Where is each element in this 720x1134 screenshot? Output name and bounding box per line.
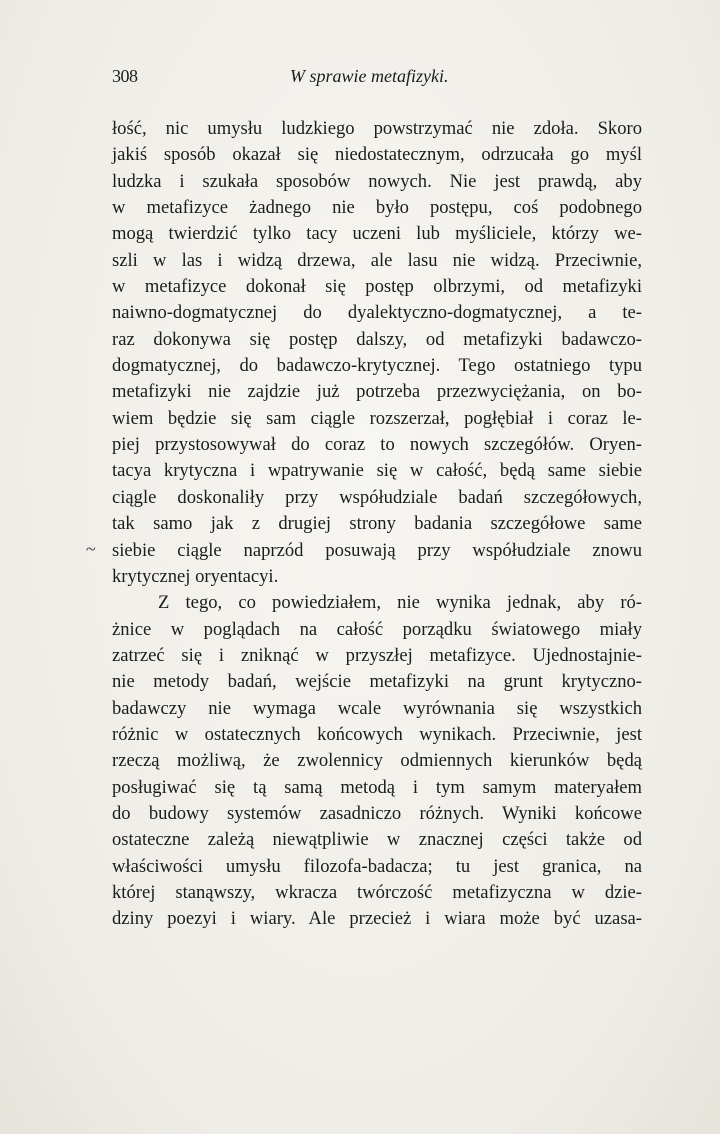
text-line: szli w las i widzą drzewa, ale lasu nie widzą. Przeciwnie,	[112, 249, 642, 271]
page-number: 308	[112, 66, 138, 86]
body-text	[112, 116, 642, 933]
text-line: posługiwać się tą samą metodą i tym samym materyałem	[112, 776, 642, 798]
text-line: raz dokonywa się postęp dalszy, od metafizyki badawczo-	[112, 328, 642, 350]
text-line: jakiś sposób okazał się niedostatecznym, odrzucała go myśl	[112, 144, 642, 166]
text-line: łość, nic umysłu ludzkiego powstrzymać nie zdoła. Skoro	[112, 118, 642, 139]
text-line: naiwno-dogmatycznej do dyalektyczno-dogmatycznej, a te-	[112, 302, 642, 324]
text-line: nie metody badań, wejście metafizyki na grunt krytyczno-	[112, 671, 642, 693]
text-line: ciągle doskonaliły przy współudziale badań szczegółowych,	[112, 486, 642, 508]
paragraph-first-line: Z tego, co powiedziałem, nie wynika jednak, aby ró-	[158, 592, 642, 614]
text-line: dogmatycznej, do badawczo-krytycznej. Tego ostatniego typu	[112, 355, 642, 377]
text-line: żnice w poglądach na całość porządku światowego miały	[112, 618, 642, 640]
text-line: siebie ciągle naprzód posuwają przy współudziale znowu	[112, 539, 642, 561]
text-line: ostateczne zależą niewątpliwie w znacznej części także od	[112, 829, 642, 851]
text-line: której stanąwszy, wkracza twórczość metafizyczna w dzie-	[112, 881, 642, 903]
text-line: w metafizyce żadnego nie było postępu, coś podobnego	[112, 197, 642, 219]
text-line: właściwości umysłu filozofa-badacza; tu jest granica, na	[112, 855, 642, 877]
text-line: do budowy systemów zasadniczo różnych. Wyniki końcowe	[112, 802, 642, 824]
text-line: metafizyki nie zajdzie już potrzeba przezwyciężania, on bo-	[112, 381, 642, 403]
text-line: piej przystosowywał do coraz to nowych szczegółów. Oryen-	[112, 434, 642, 456]
text-line: rzeczą możliwą, że zwolennicy odmiennych kierunków będą	[112, 750, 642, 772]
text-line: mogą twierdzić tylko tacy uczeni lub myśliciele, którzy we-	[112, 223, 642, 245]
text-line: tak samo jak z drugiej strony badania szczegółowe same	[112, 513, 642, 535]
text-line: tacya krytyczna i wpatrywanie się w całość, będą same siebie	[112, 460, 642, 482]
text-line: wiem będzie się sam ciągle rozszerzał, pogłębiał i coraz le-	[112, 407, 642, 429]
text-line: w metafizyce dokonał się postęp olbrzymi, od metafizyki	[112, 276, 642, 298]
margin-mark: ~	[86, 539, 96, 559]
text-line: badawczy nie wymaga wcale wyrównania się wszystkich	[112, 697, 642, 719]
text-line: różnic w ostatecznych końcowych wynikach. Przeciwnie, jest	[112, 723, 642, 745]
running-title: W sprawie metafizyki.	[290, 66, 449, 86]
text-line: zatrzeć się i zniknąć w przyszłej metafizyce. Ujednostajnie-	[112, 644, 642, 666]
text-line: dziny poezyi i wiary. Ale przecież i wiara może być uzasa-	[112, 908, 642, 930]
page-header	[112, 66, 642, 92]
paragraph-last-line: krytycznej oryentacyi.	[112, 565, 279, 587]
text-line: ludzka i szukała sposobów nowych. Nie jest prawdą, aby	[112, 170, 642, 192]
